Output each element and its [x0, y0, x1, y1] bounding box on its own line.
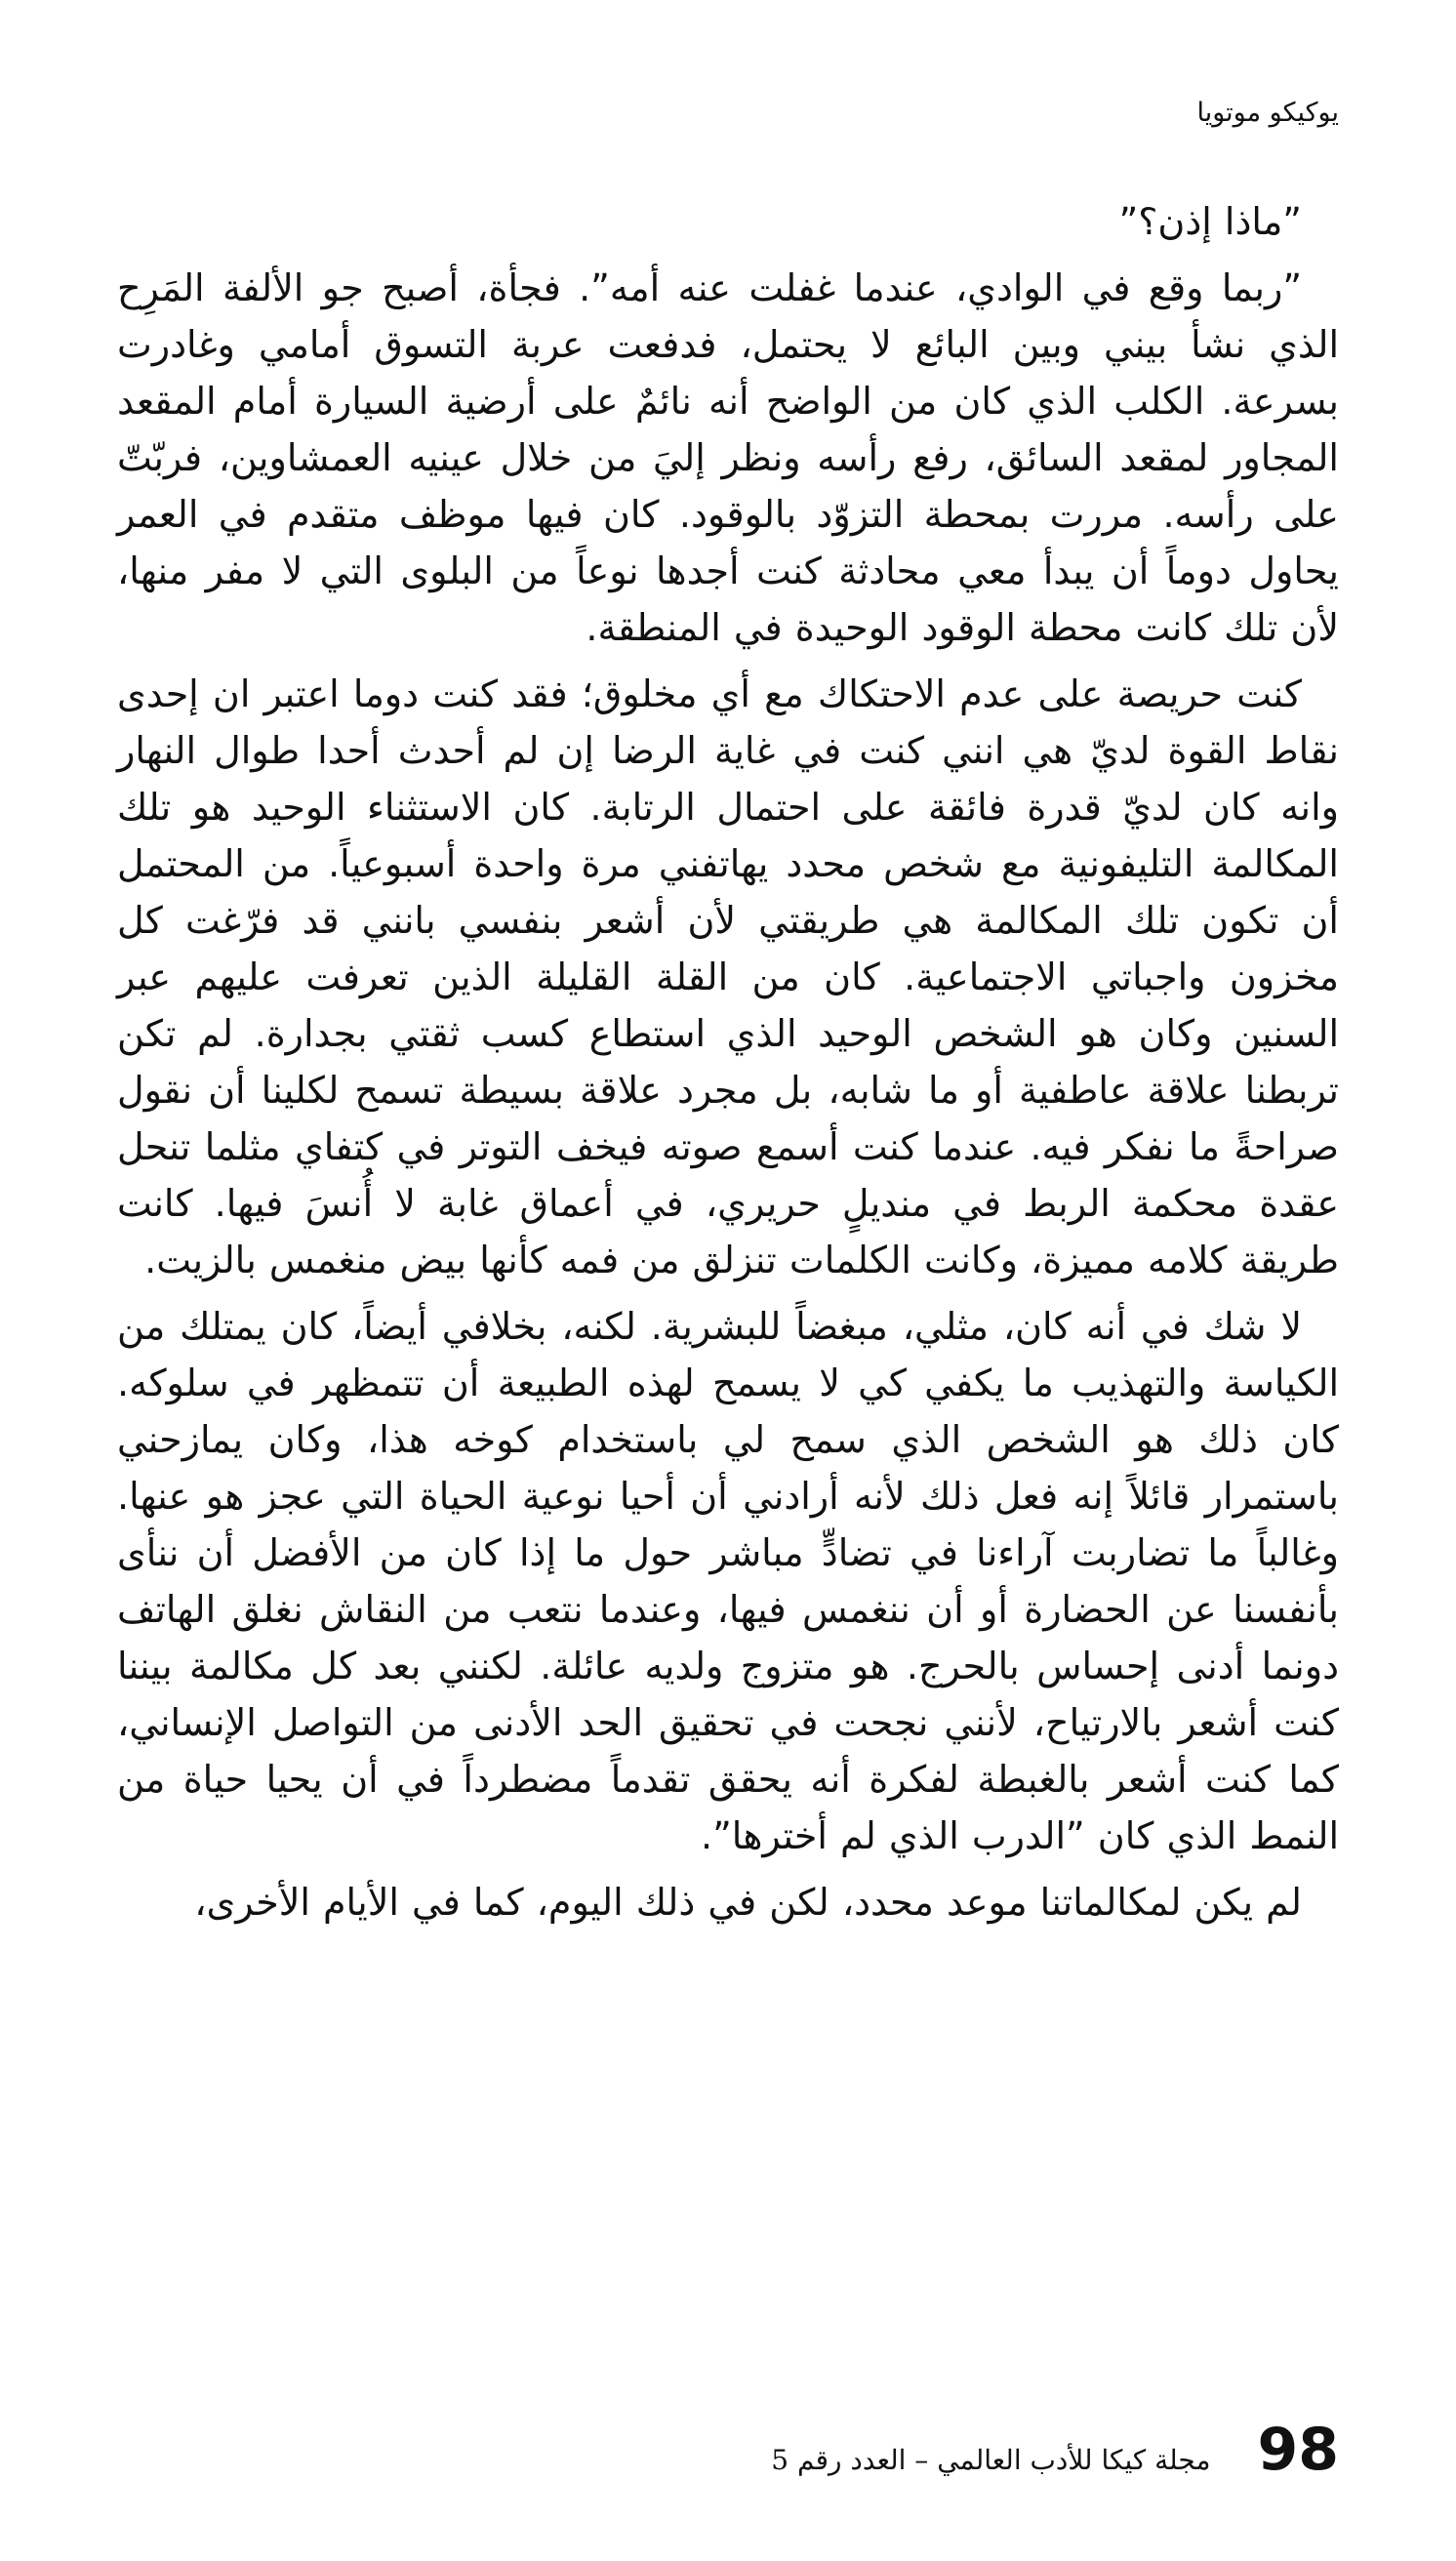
- paragraph-3: كنت حريصة على عدم الاحتكاك مع أي مخلوق؛ فقد كنت دوما اعتبر ان إحدى نقاط القوة لديّ هي انني كنت في غاية الرضا إن لم أحدث أحدا طوال النهار وانه كان لديّ قدرة فائقة على احتمال الرتابة. كان الاستثناء الوحيد هو تلك المكالمة التليفونية مع شخص محدد يهاتفني مرة واحدة أسبوعياً. من المحتمل أن تكون تلك المكالمة هي طريقتي لأن أشعر بنفسي بانني قد فرّغت كل مخزون واجباتي الاجتماعية. كان من القلة القليلة الذين تعرفت عليهم عبر السنين وكان هو الشخص الوحيد الذي استطاع كسب ثقتي بجدارة. لم تكن تربطنا علاقة عاطفية أو ما شابه، بل مجرد علاقة بسيطة تسمح لكلينا أن نقول صراحةً ما نفكر فيه. عندما كنت أسمع صوته فيخف التوتر في كتفاي مثلما تنحل عقدة محكمة الربط في منديلٍ حريري، في أعماق غابة لا أُنسَ فيها. كانت طريقة كلامه مميزة، وكانت الكلمات تنزلق من فمه كأنها بيض منغمس بالزيت.: [117, 672, 1339, 1281]
- paragraph-5: لم يكن لمكالماتنا موعد محدد، لكن في ذلك اليوم، كما في الأيام الأخرى،: [194, 1881, 1302, 1924]
- paragraph-2: ”ربما وقع في الوادي، عندما غفلت عنه أمه”. فجأة، أصبح جو الألفة المَرِح الذي نشأ بيني وبين البائع لا يحتمل، فدفعت عربة التسوق أمامي وغادرت بسرعة. الكلب الذي كان من الواضح أنه نائمٌ على أرضية السيارة أمام المقعد المجاور لمقعد السائق، رفع رأسه ونظر إليَ من خلال عينيه العمشاوين، فربّتّ على رأسه. مررت بمحطة التزوّد بالوقود. كان فيها موظف متقدم في العمر يحاول دوماً أن يبدأ معي محادثة كنت أجدها نوعاً من البلوى التي لا مفر منها، لأن تلك كانت محطة الوقود الوحيدة في المنطقة.: [117, 266, 1339, 649]
- paragraph-1: ”ماذا إذن؟”: [1118, 200, 1302, 243]
- journal-title: مجلة كيكا للأدب العالمي – العدد رقم 5: [771, 2444, 1211, 2476]
- body-text: [117, 193, 1339, 1940]
- running-header-author: يوكيكو موتويا: [1196, 98, 1339, 128]
- page-number: 98: [1257, 2416, 1339, 2484]
- paragraph-4: لا شك في أنه كان، مثلي، مبغضاً للبشرية. لكنه، بخلافي أيضاً، كان يمتلك من الكياسة والتهذيب ما يكفي كي لا يسمح لهذه الطبيعة أن تتمظهر في سلوكه. كان ذلك هو الشخص الذي سمح لي باستخدام كوخه هذا، وكان يمازحني باستمرار قائلاً إنه فعل ذلك لأنه أرادني أن أحيا نوعية الحياة التي عجز هو عنها. وغالباً ما تضاربت آراءنا في تضادٍّ مباشر حول ما إذا كان من الأفضل أن ننأى بأنفسنا عن الحضارة أو أن ننغمس فيها، وعندما نتعب من النقاش نغلق الهاتف دونما أدنى إحساس بالحرج. هو متزوج ولديه عائلة. لكنني بعد كل مكالمة بيننا كنت أشعر بالارتياح، لأنني نجحت في تحقيق الحد الأدنى من التواصل الإنساني، كما كنت أشعر بالغبطة لفكرة أنه يحقق تقدماً مضطرداً في أن يحيا حياة من النمط الذي كان ”الدرب الذي لم أخترها”.: [117, 1305, 1339, 1857]
- page-footer: [771, 2416, 1339, 2484]
